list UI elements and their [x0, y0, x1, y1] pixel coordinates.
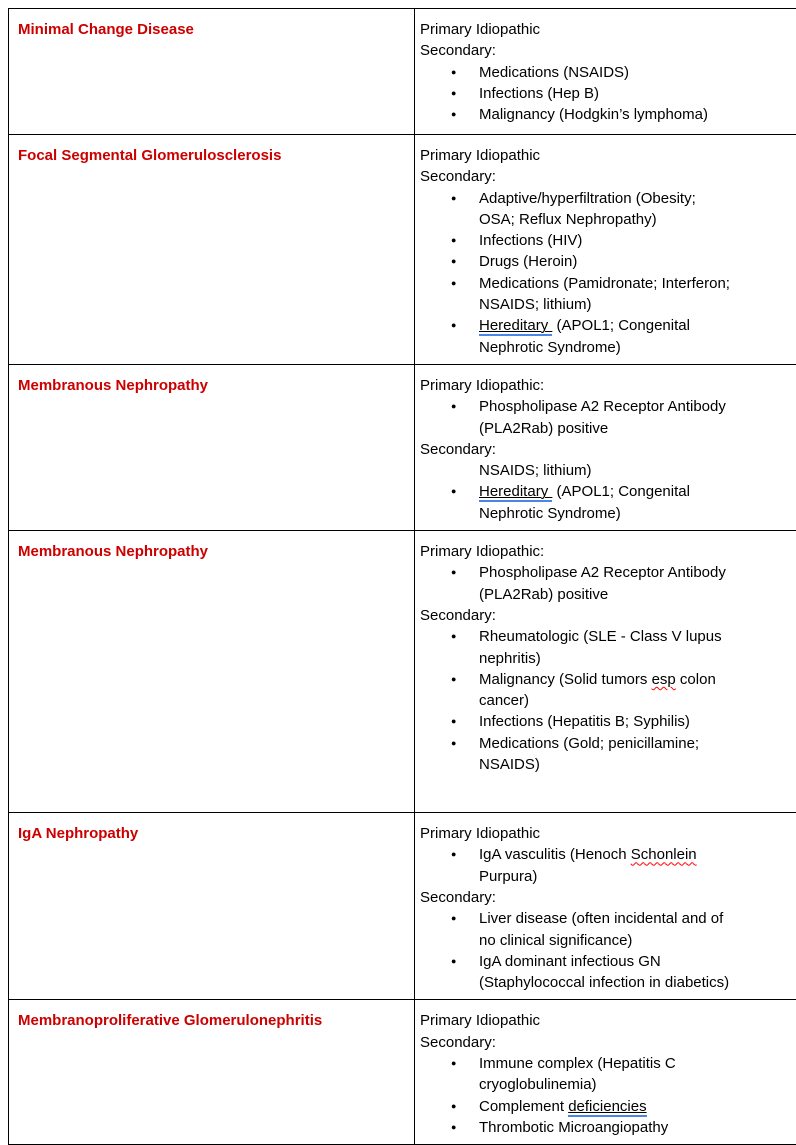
etiology-cell	[415, 531, 796, 813]
line-text	[479, 317, 690, 336]
text-segment: Primary Idiopathic	[420, 147, 540, 164]
text-line	[420, 541, 796, 562]
wrapped-line	[420, 418, 796, 439]
text-segment: Primary Idiopathic	[420, 1012, 540, 1029]
line-text	[479, 296, 592, 313]
line-text	[479, 211, 657, 228]
etiology-cell	[415, 1000, 796, 1145]
text-segment: Primary Idiopathic	[420, 825, 540, 842]
line-text	[420, 825, 540, 842]
text-segment: Primary Idiopathic:	[420, 543, 544, 560]
etiology-cell	[415, 9, 796, 135]
text-segment: Rheumatologic (SLE - Class V lupus	[479, 628, 722, 645]
text-segment: Infections (HIV)	[479, 232, 582, 249]
text-segment: Primary Idiopathic:	[420, 377, 544, 394]
misspelled-text: Schonlein	[631, 846, 697, 863]
wrapped-line	[420, 460, 796, 481]
wrapped-line	[420, 209, 796, 230]
bullet-line	[420, 315, 796, 336]
bullet-icon: ●	[451, 1096, 456, 1117]
text-segment: Medications (Gold; penicillamine;	[479, 735, 699, 752]
text-segment: IgA vasculitis (Henoch	[479, 846, 631, 863]
line-text	[479, 420, 608, 437]
disease-title: Membranoproliferative Glomerulonephritis	[18, 1012, 322, 1029]
bullet-icon: ●	[451, 251, 456, 272]
bullet-line	[420, 83, 796, 104]
text-segment: nephritis)	[479, 650, 541, 667]
line-text	[420, 607, 496, 624]
text-segment: Infections (Hepatitis B; Syphilis)	[479, 713, 690, 730]
line-text	[420, 21, 540, 38]
line-text	[479, 953, 661, 970]
line-text	[479, 275, 730, 292]
text-segment: Adaptive/hyperfiltration (Obesity;	[479, 190, 696, 207]
suggestion-underlined-text[interactable]: Hereditary	[479, 483, 552, 502]
bullet-icon: ●	[451, 273, 456, 294]
line-text	[479, 671, 716, 688]
text-segment: Secondary:	[420, 607, 496, 624]
bullet-icon: ●	[451, 481, 456, 502]
line-text	[420, 42, 496, 59]
bullet-line	[420, 1117, 796, 1138]
line-text	[479, 932, 632, 949]
line-text	[479, 253, 577, 270]
text-segment: (APOL1; Congenital	[552, 317, 690, 334]
etiology-cell	[415, 813, 796, 1000]
text-segment: Primary Idiopathic	[420, 21, 540, 38]
line-text	[420, 543, 544, 560]
bullet-icon: ●	[451, 396, 456, 417]
text-segment: Medications (Pamidronate; Interferon;	[479, 275, 730, 292]
text-line	[420, 887, 796, 908]
bullet-icon: ●	[451, 315, 456, 336]
table-body	[9, 9, 796, 1145]
line-text	[479, 756, 540, 773]
line-text	[479, 735, 699, 752]
wrapped-line	[420, 648, 796, 669]
disease-name-cell	[9, 135, 415, 365]
line-text	[420, 441, 496, 458]
bullet-line	[420, 844, 796, 865]
line-text	[479, 106, 708, 123]
text-line	[420, 1032, 796, 1053]
text-line	[420, 166, 796, 187]
line-text	[479, 1055, 676, 1072]
text-segment: no clinical significance)	[479, 932, 632, 949]
wrapped-line	[420, 584, 796, 605]
bullet-line	[420, 908, 796, 929]
text-segment: Malignancy (Hodgkin’s lymphoma)	[479, 106, 708, 123]
wrapped-line	[420, 337, 796, 358]
suggestion-underlined-text[interactable]: deficiencies	[568, 1098, 646, 1117]
text-line	[420, 439, 796, 460]
suggestion-underlined-text[interactable]: Hereditary	[479, 317, 552, 336]
wrapped-line	[420, 930, 796, 951]
bullet-icon: ●	[451, 104, 456, 125]
text-segment: Drugs (Heroin)	[479, 253, 577, 270]
line-text	[479, 190, 696, 207]
text-segment: Thrombotic Microangiopathy	[479, 1119, 668, 1136]
line-text	[479, 846, 697, 863]
wrapped-line	[420, 972, 796, 993]
etiology-cell	[415, 364, 796, 530]
wrapped-line	[420, 866, 796, 887]
line-text	[420, 168, 496, 185]
bullet-icon: ●	[451, 669, 456, 690]
bullet-line	[420, 230, 796, 251]
line-text	[479, 483, 690, 502]
bullet-line	[420, 733, 796, 754]
bullet-line	[420, 1096, 796, 1117]
table-row	[9, 1000, 796, 1145]
bullet-line	[420, 669, 796, 690]
text-line	[420, 40, 796, 61]
text-segment: Complement	[479, 1098, 568, 1115]
text-line	[420, 145, 796, 166]
text-segment: Secondary:	[420, 42, 496, 59]
line-text	[479, 692, 529, 709]
text-segment: Medications (NSAIDS)	[479, 64, 629, 81]
bullet-line	[420, 711, 796, 732]
disease-name-cell	[9, 531, 415, 813]
line-text	[479, 505, 621, 522]
bullet-line	[420, 396, 796, 417]
wrapped-line	[420, 690, 796, 711]
line-text	[479, 462, 592, 479]
disease-title: IgA Nephropathy	[18, 825, 138, 842]
text-segment: Purpura)	[479, 868, 537, 885]
bullet-icon: ●	[451, 711, 456, 732]
bullet-icon: ●	[451, 626, 456, 647]
text-segment: NSAIDS; lithium)	[479, 296, 592, 313]
line-text	[479, 1076, 597, 1093]
bullet-line	[420, 626, 796, 647]
bullet-icon: ●	[451, 562, 456, 583]
text-segment: IgA dominant infectious GN	[479, 953, 661, 970]
bullet-line	[420, 481, 796, 502]
text-segment: Phospholipase A2 Receptor Antibody	[479, 398, 726, 415]
disease-name-cell	[9, 813, 415, 1000]
line-text	[479, 628, 722, 645]
text-line	[420, 605, 796, 626]
text-line	[420, 1010, 796, 1031]
bullet-icon: ●	[451, 188, 456, 209]
disease-title: Membranous Nephropathy	[18, 377, 208, 394]
line-text	[479, 650, 541, 667]
line-text	[420, 147, 540, 164]
text-segment: NSAIDS)	[479, 756, 540, 773]
table-row	[9, 531, 796, 813]
bullet-line	[420, 951, 796, 972]
line-text	[479, 586, 608, 603]
bullet-icon: ●	[451, 951, 456, 972]
text-segment: Nephrotic Syndrome)	[479, 505, 621, 522]
glomerular-disease-table	[8, 8, 796, 1145]
line-text	[479, 398, 726, 415]
line-text	[420, 1034, 496, 1051]
text-line	[420, 823, 796, 844]
disease-name-cell	[9, 1000, 415, 1145]
etiology-cell	[415, 135, 796, 365]
bullet-icon: ●	[451, 908, 456, 929]
line-text	[479, 910, 723, 927]
text-segment: colon	[676, 671, 716, 688]
bullet-line	[420, 251, 796, 272]
line-text	[420, 889, 496, 906]
disease-title: Minimal Change Disease	[18, 21, 194, 38]
bullet-line	[420, 104, 796, 125]
disease-title: Focal Segmental Glomerulosclerosis	[18, 147, 281, 164]
line-text	[479, 564, 726, 581]
wrapped-line	[420, 503, 796, 524]
text-segment: (Staphylococcal infection in diabetics)	[479, 974, 729, 991]
line-text	[479, 339, 621, 356]
text-segment: Secondary:	[420, 168, 496, 185]
bullet-line	[420, 1053, 796, 1074]
line-text	[420, 1012, 540, 1029]
line-text	[479, 1119, 668, 1136]
table-row	[9, 364, 796, 530]
disease-name-cell	[9, 9, 415, 135]
text-segment: Secondary:	[420, 441, 496, 458]
text-line	[420, 19, 796, 40]
line-text	[479, 85, 599, 102]
disease-title: Membranous Nephropathy	[18, 543, 208, 560]
text-segment: NSAIDS; lithium)	[479, 462, 592, 479]
bullet-icon: ●	[451, 844, 456, 865]
text-segment: (PLA2Rab) positive	[479, 586, 608, 603]
text-segment: Immune complex (Hepatitis C	[479, 1055, 676, 1072]
text-segment: OSA; Reflux Nephropathy)	[479, 211, 657, 228]
table-row	[9, 9, 796, 135]
bullet-line	[420, 273, 796, 294]
line-text	[479, 868, 537, 885]
line-text	[479, 232, 582, 249]
line-text	[479, 1098, 647, 1117]
bullet-icon: ●	[451, 733, 456, 754]
text-segment: Malignancy (Solid tumors	[479, 671, 652, 688]
line-text	[420, 377, 544, 394]
bullet-line	[420, 562, 796, 583]
text-segment: cancer)	[479, 692, 529, 709]
table-row	[9, 813, 796, 1000]
bullet-icon: ●	[451, 1053, 456, 1074]
table-row	[9, 135, 796, 365]
wrapped-line	[420, 294, 796, 315]
bullet-icon: ●	[451, 62, 456, 83]
bullet-icon: ●	[451, 230, 456, 251]
wrapped-line	[420, 1074, 796, 1095]
disease-name-cell	[9, 364, 415, 530]
text-segment: (PLA2Rab) positive	[479, 420, 608, 437]
text-segment: Liver disease (often incidental and of	[479, 910, 723, 927]
line-text	[479, 974, 729, 991]
text-segment: (APOL1; Congenital	[552, 483, 690, 500]
bullet-icon: ●	[451, 1117, 456, 1138]
misspelled-text: esp	[652, 671, 676, 688]
text-segment: Secondary:	[420, 1034, 496, 1051]
line-text	[479, 64, 629, 81]
line-text	[479, 713, 690, 730]
text-segment: Infections (Hep B)	[479, 85, 599, 102]
text-segment: Nephrotic Syndrome)	[479, 339, 621, 356]
bullet-line	[420, 188, 796, 209]
wrapped-line	[420, 754, 796, 775]
text-segment: Secondary:	[420, 889, 496, 906]
text-segment: Phospholipase A2 Receptor Antibody	[479, 564, 726, 581]
text-line	[420, 375, 796, 396]
bullet-line	[420, 62, 796, 83]
bullet-icon: ●	[451, 83, 456, 104]
text-segment: cryoglobulinemia)	[479, 1076, 597, 1093]
